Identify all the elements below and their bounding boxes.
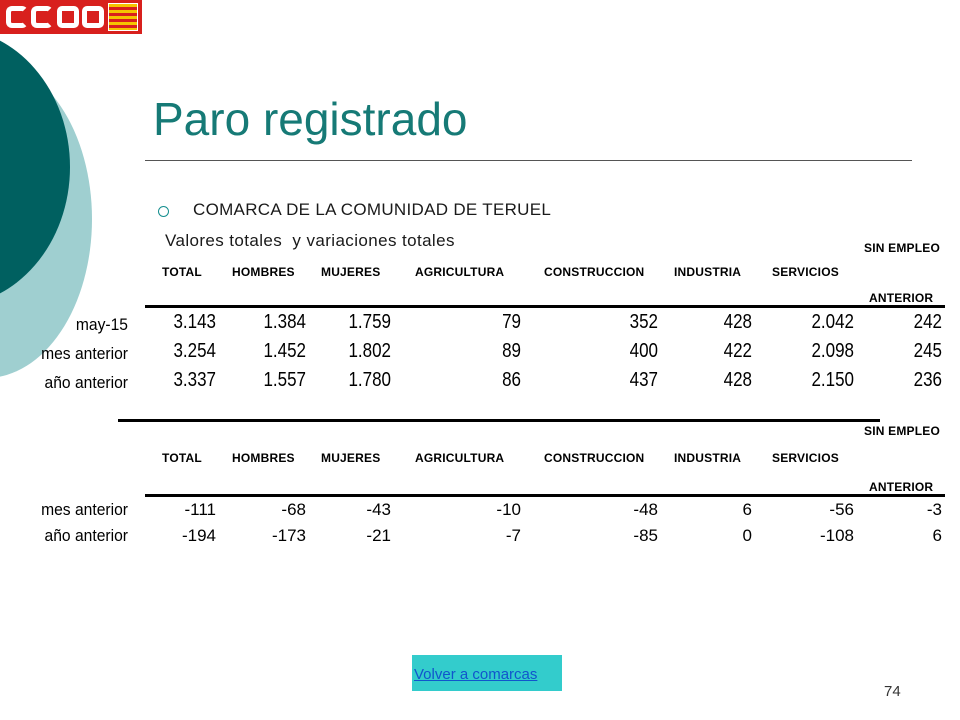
table-cell: 79: [502, 311, 521, 333]
table-cell: 6: [742, 500, 752, 519]
col-header-anterior: ANTERIOR: [869, 291, 934, 305]
table-cell: 428: [723, 369, 752, 391]
table-cell: -10: [496, 500, 521, 519]
table-cell: 236: [913, 369, 942, 391]
col-header-mujeres: MUJERES: [321, 451, 381, 465]
table-cell: 1.384: [263, 311, 306, 333]
table-cell: 352: [629, 311, 658, 333]
col-header-construccion: CONSTRUCCION: [544, 451, 645, 465]
table-cell: 1.802: [348, 340, 391, 362]
col-header-agricultura: AGRICULTURA: [415, 451, 505, 465]
row-label: mes anterior: [41, 344, 128, 363]
col-header-hombres: HOMBRES: [232, 265, 295, 279]
table-cell: 89: [502, 340, 521, 362]
table-cell: 242: [913, 311, 942, 333]
table-cell: 245: [913, 340, 942, 362]
table-cell: 1.780: [348, 369, 391, 391]
col-header-anterior: ANTERIOR: [869, 480, 934, 494]
table-cell: -21: [366, 526, 391, 545]
table-cell: 3.143: [173, 311, 216, 333]
table-header-rule: [145, 305, 945, 308]
table-cell: 422: [723, 340, 752, 362]
bullet-icon: [158, 206, 169, 217]
table-cell: 437: [629, 369, 658, 391]
table-cell: 1.557: [263, 369, 306, 391]
col-header-total: TOTAL: [162, 265, 202, 279]
col-header-mujeres: MUJERES: [321, 265, 381, 279]
table-header-rule: [145, 494, 945, 497]
table-cell: 2.098: [811, 340, 854, 362]
col-header-servicios: SERVICIOS: [772, 451, 839, 465]
table-cell: 1.452: [263, 340, 306, 362]
col-header-industria: INDUSTRIA: [674, 265, 742, 279]
table-cell: 428: [723, 311, 752, 333]
title-divider: [145, 160, 912, 161]
table-cell: -3: [926, 500, 942, 519]
table-cell: 0: [742, 526, 752, 545]
table-cell: -56: [829, 500, 854, 519]
col-header-construccion: CONSTRUCCION: [544, 265, 645, 279]
table-cell: -48: [633, 500, 658, 519]
table-cell: -7: [505, 526, 521, 545]
table-cell: -43: [366, 500, 391, 519]
table-cell: 6: [932, 526, 942, 545]
row-label: may-15: [75, 315, 128, 334]
table-cell: -111: [184, 500, 216, 519]
table-cell: 86: [502, 369, 521, 391]
table-cell: 1.759: [348, 311, 391, 333]
table-cell: 3.254: [173, 340, 216, 362]
table-cell: -108: [819, 526, 854, 545]
aragon-flag-icon: [108, 3, 138, 31]
table-cell: 400: [629, 340, 658, 362]
table-cell: 2.042: [811, 311, 854, 333]
col-header-servicios: SERVICIOS: [772, 265, 839, 279]
col-header-hombres: HOMBRES: [232, 451, 295, 465]
back-to-comarcas-link[interactable]: Volver a comarcas: [412, 655, 562, 691]
col-header-sin-empleo: SIN EMPLEO: [864, 241, 941, 255]
col-header-sin-empleo: SIN EMPLEO: [864, 424, 941, 438]
table-cell: -68: [281, 500, 306, 519]
row-label: año anterior: [44, 526, 128, 545]
table-separator: [118, 419, 880, 422]
table-cell: 2.150: [811, 369, 854, 391]
col-header-industria: INDUSTRIA: [674, 451, 742, 465]
page-title: Paro registrado: [153, 93, 468, 145]
row-label: mes anterior: [41, 500, 128, 519]
table-cell: -173: [271, 526, 306, 545]
table-cell: -85: [633, 526, 658, 545]
page-number: 74: [884, 683, 901, 700]
table-cell: 3.337: [173, 369, 216, 391]
subtitle: COMARCA DE LA COMUNIDAD DE TERUEL: [193, 200, 552, 219]
table-description: Valores totales y variaciones totales: [165, 231, 455, 250]
ccoo-logo: [0, 0, 142, 34]
table-cell: -194: [181, 526, 216, 545]
col-header-total: TOTAL: [162, 451, 202, 465]
row-label: año anterior: [44, 373, 128, 392]
col-header-agricultura: AGRICULTURA: [415, 265, 505, 279]
